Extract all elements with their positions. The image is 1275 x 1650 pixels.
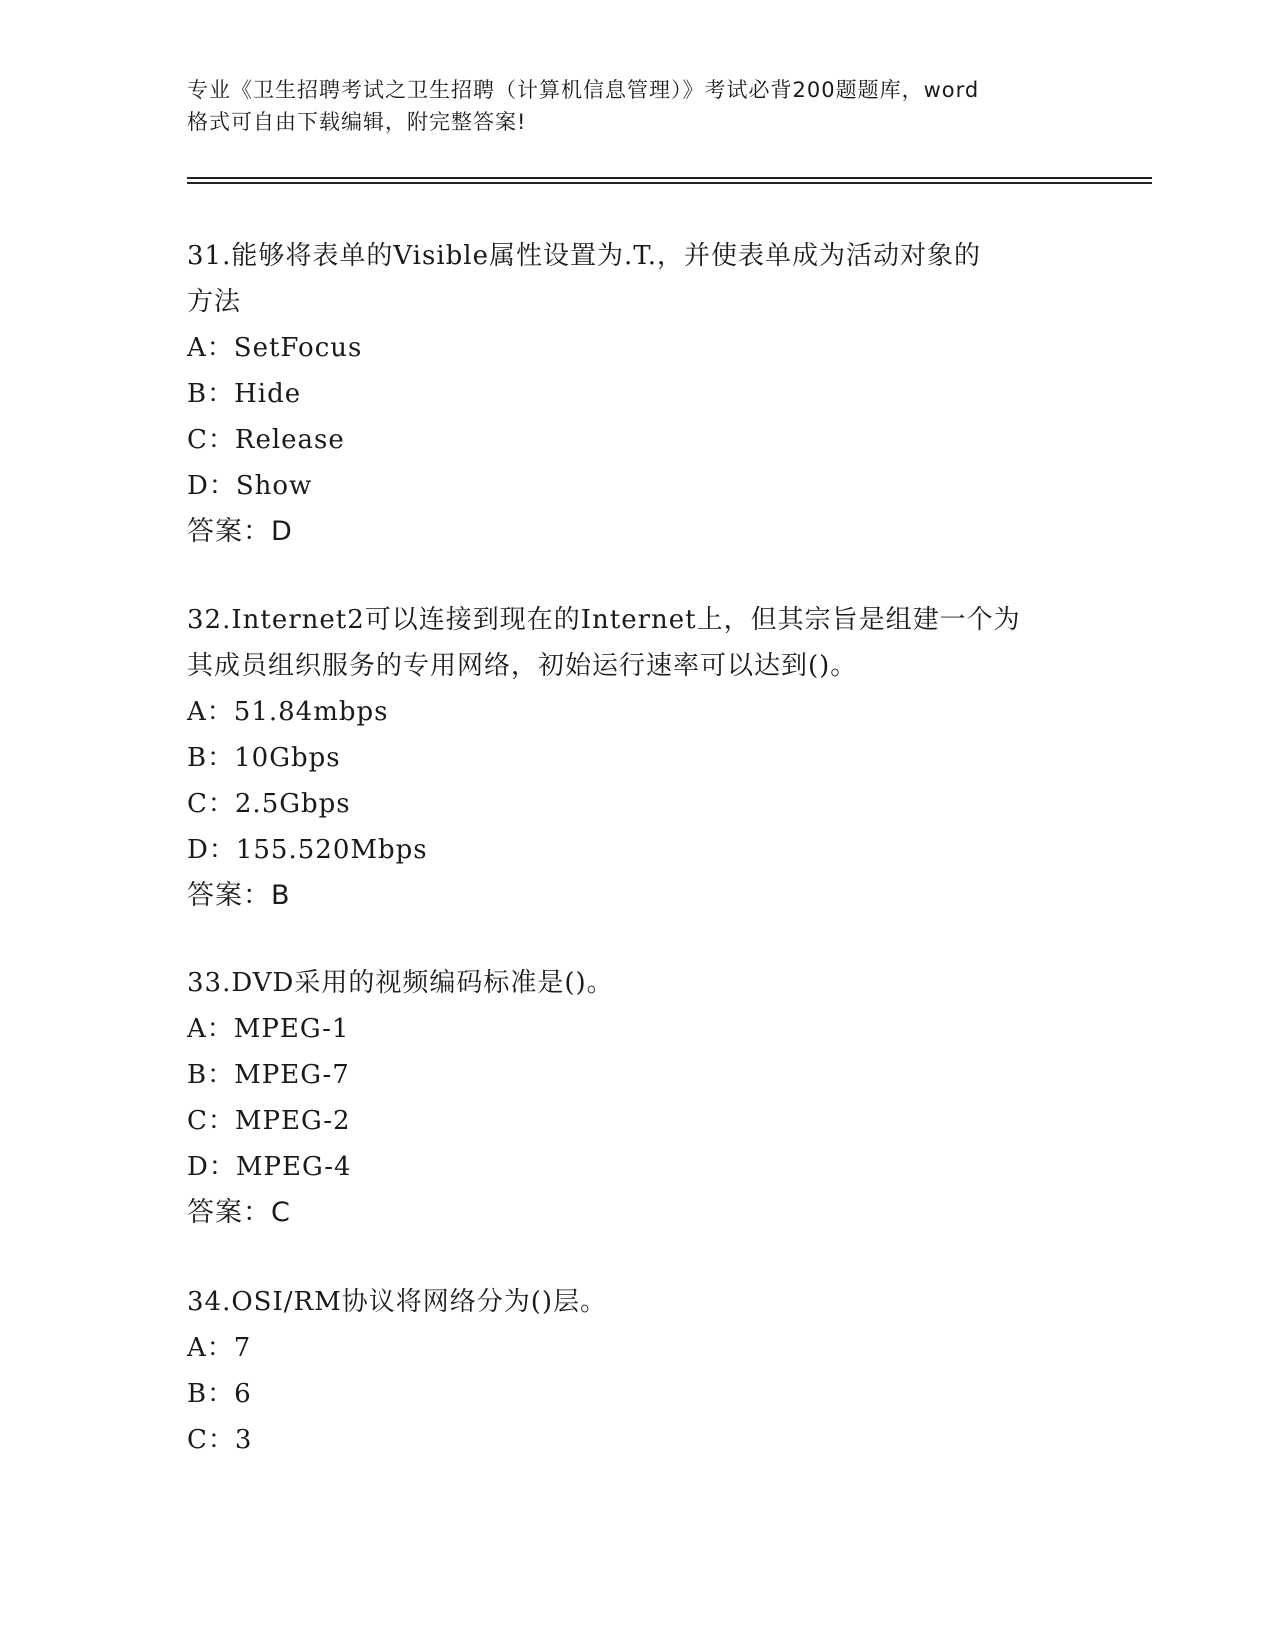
- option-a: A：SetFocus: [187, 333, 363, 363]
- question-stem-line: 32.Internet2可以连接到现在的Internet上，但其宗旨是组建一个为: [187, 605, 1021, 635]
- option-d: D：Show: [187, 471, 313, 501]
- header-line-2: 格式可自由下载编辑，附完整答案!: [187, 110, 527, 134]
- question-32: [187, 597, 1087, 919]
- option-d: D：MPEG-4: [187, 1152, 352, 1182]
- option-c: C：MPEG-2: [187, 1106, 351, 1136]
- question-34: [187, 1279, 1087, 1463]
- question-stem-line: 其成员组织服务的专用网络，初始运行速率可以达到()。: [187, 651, 858, 681]
- question-31: [187, 233, 1087, 555]
- option-b: B：10Gbps: [187, 743, 341, 773]
- option-c: C：Release: [187, 425, 345, 455]
- header-divider-top: [187, 177, 1152, 179]
- option-b: B：MPEG-7: [187, 1060, 350, 1090]
- answer-label: 答案：C: [187, 1197, 291, 1228]
- option-c: C：3: [187, 1425, 253, 1455]
- answer-label: 答案：B: [187, 880, 291, 911]
- option-a: A：7: [187, 1333, 252, 1363]
- option-a: A：MPEG-1: [187, 1014, 350, 1044]
- option-a: A：51.84mbps: [187, 697, 389, 727]
- option-b: B：6: [187, 1379, 252, 1409]
- question-33: [187, 960, 1087, 1236]
- question-stem-line: 31.能够将表单的Visible属性设置为.T.，并使表单成为活动对象的: [187, 241, 982, 271]
- option-c: C：2.5Gbps: [187, 789, 351, 819]
- question-stem-line: 34.OSI/RM协议将网络分为()层。: [187, 1287, 607, 1317]
- header-line-1: 专业《卫生招聘考试之卫生招聘（计算机信息管理）》考试必背200题题库，word: [187, 78, 980, 102]
- option-d: D：155.520Mbps: [187, 835, 428, 865]
- header-divider-bottom: [187, 182, 1152, 184]
- option-b: B：Hide: [187, 379, 302, 409]
- answer-label: 答案：D: [187, 516, 293, 547]
- question-stem-line: 方法: [187, 287, 242, 317]
- question-stem-line: 33.DVD采用的视频编码标准是()。: [187, 968, 614, 998]
- document-header: [187, 74, 1087, 138]
